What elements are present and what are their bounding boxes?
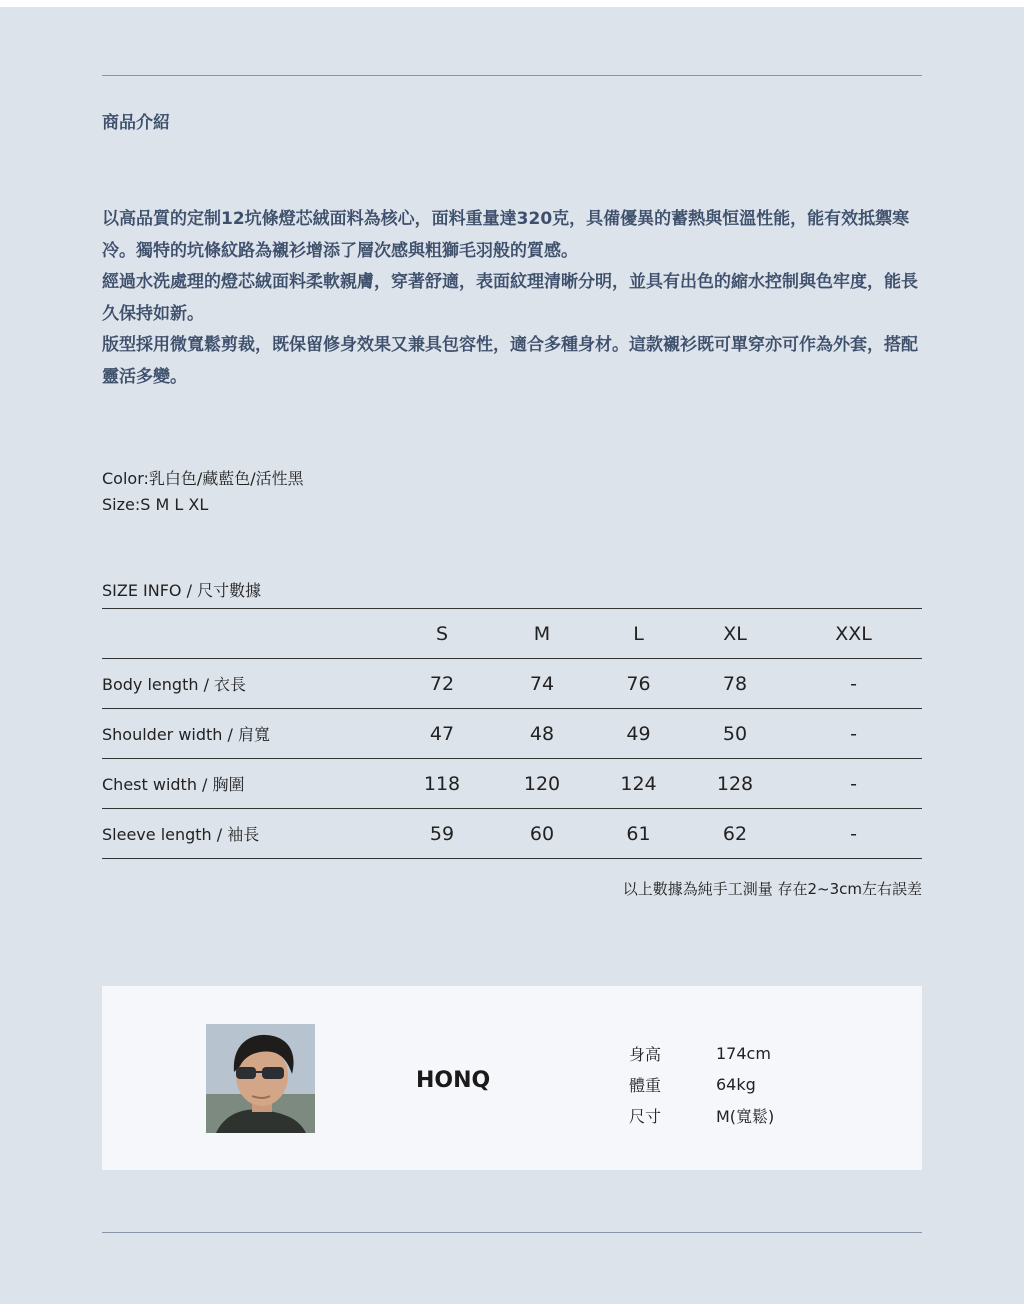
info-row [629,1038,774,1069]
section-title: 商品介紹 [102,113,170,133]
table-cell: 76 [592,659,685,709]
table-cell: 118 [392,759,492,809]
product-detail-page [0,7,1024,1304]
table-row [102,759,922,809]
row-label: Body length / 衣長 [102,659,392,709]
info-row [629,1069,774,1100]
model-portrait-icon [206,1024,315,1133]
table-header-row [102,609,922,659]
table-cell: 60 [492,809,592,859]
table-cell: 74 [492,659,592,709]
row-label: Sleeve length / 袖長 [102,809,392,859]
info-label: 體重 [629,1076,662,1095]
table-row [102,659,922,709]
table-cell: 61 [592,809,685,859]
info-label: 身高 [629,1045,662,1064]
header-size-xl: XL [685,609,785,659]
size-info-title: SIZE INFO / 尺寸數據 [102,581,262,600]
color-options: Color:乳白色/藏藍色/活性黑 [102,469,304,488]
description-paragraph: 以高品質的定制12坑條燈芯絨面料為核心，面料重量達320克，具備優異的蓄熱與恒溫性能，能有效抵禦寒冷。獨特的坑條紋路為襯衫增添了層次感與粗獅毛羽般的質感。 [102,209,910,261]
top-divider [102,75,922,76]
model-photo [206,1024,315,1133]
table-cell: 120 [492,759,592,809]
table-cell: 59 [392,809,492,859]
table-cell: 72 [392,659,492,709]
header-blank [102,609,392,659]
row-label: Chest width / 胸圍 [102,759,392,809]
info-value: M(寬鬆) [716,1107,775,1126]
model-info [629,1038,774,1131]
table-row [102,709,922,759]
description-paragraph: 經過水洗處理的燈芯絨面料柔軟親膚，穿著舒適，表面紋理清晰分明，並具有出色的縮水控制與色牢度，能長久保持如新。 [102,272,918,324]
bottom-divider [102,1232,922,1233]
table-cell: 47 [392,709,492,759]
header-size-s: S [392,609,492,659]
table-cell: 50 [685,709,785,759]
description-paragraph: 版型採用微寬鬆剪裁，既保留修身效果又兼具包容性，適合多種身材。這款襯衫既可單穿亦可作為外套，搭配靈活多變。 [102,335,918,387]
table-cell: - [785,809,922,859]
model-name: HONQ [416,1068,491,1093]
table-cell: 124 [592,759,685,809]
info-value: 174cm [716,1044,771,1063]
table-row [102,809,922,859]
size-options: Size:S M L XL [102,495,209,514]
row-label: Shoulder width / 肩寬 [102,709,392,759]
table-cell: - [785,759,922,809]
table-cell: - [785,659,922,709]
product-description [102,204,922,393]
measurement-note: 以上數據為純手工測量 存在2~3cm左右誤差 [622,880,922,898]
header-size-xxl: XXL [785,609,922,659]
model-card [102,986,922,1170]
header-size-m: M [492,609,592,659]
header-size-l: L [592,609,685,659]
size-table [102,608,922,859]
table-cell: 62 [685,809,785,859]
info-value: 64kg [716,1075,756,1094]
table-cell: 49 [592,709,685,759]
table-cell: 128 [685,759,785,809]
table-cell: 48 [492,709,592,759]
info-label: 尺寸 [629,1107,662,1126]
table-cell: - [785,709,922,759]
info-row [629,1100,774,1131]
table-cell: 78 [685,659,785,709]
